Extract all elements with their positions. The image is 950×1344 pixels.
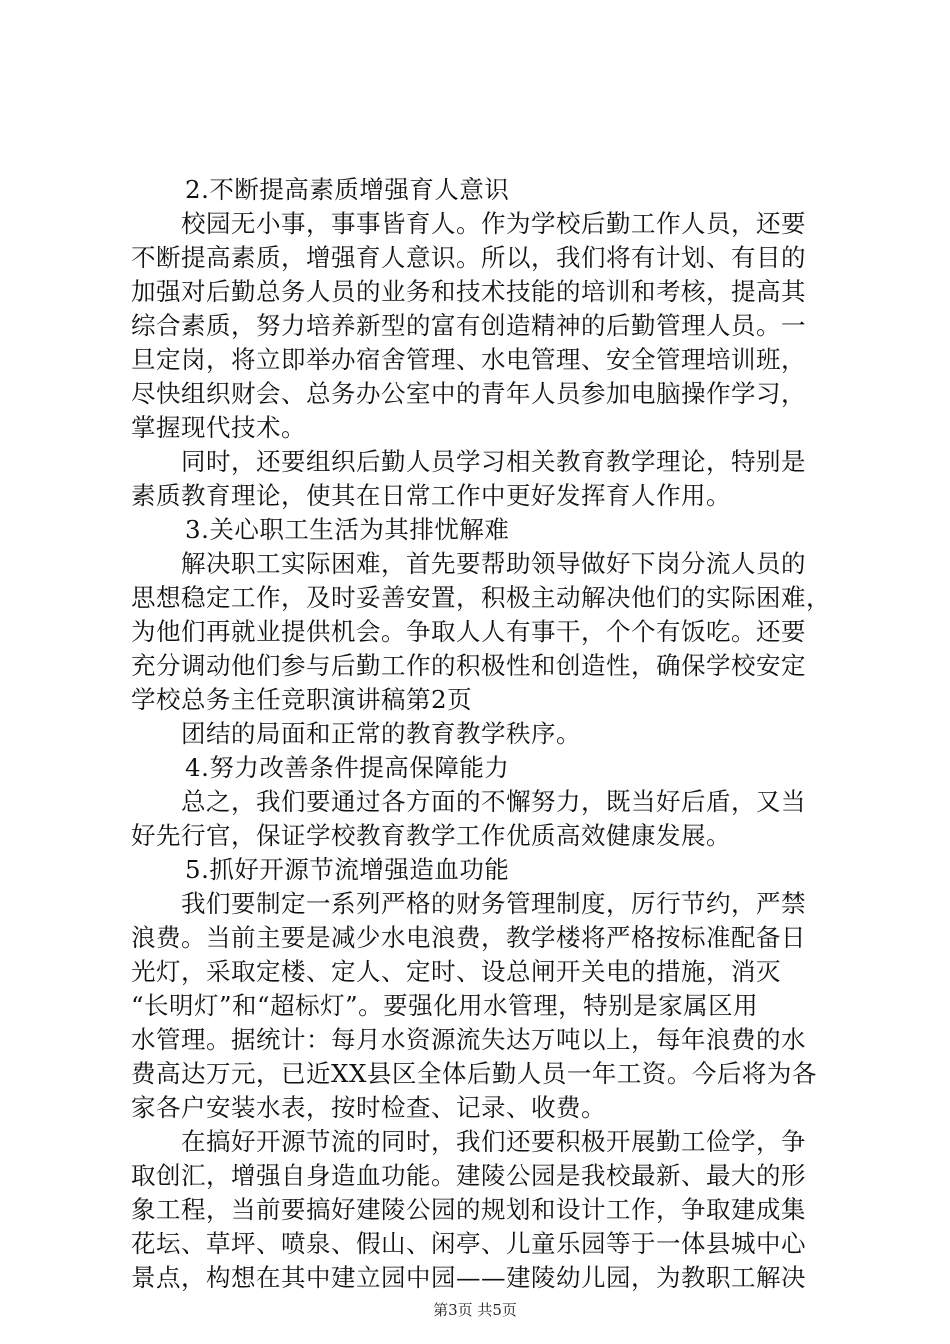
- section-heading-5: 5.抓好开源节流增强造血功能: [185, 855, 510, 884]
- paragraph-line: 为他们再就业提供机会。争取人人有事干，个个有饭吃。还要: [131, 617, 806, 646]
- paragraph-line: 景点，构想在其中建立园中园——建陵幼儿园，为教职工解决: [131, 1263, 806, 1292]
- paragraph-line: 在搞好开源节流的同时，我们还要积极开展勤工俭学，争: [181, 1127, 806, 1156]
- section-heading-3: 3.关心职工生活为其排忧解难: [185, 515, 510, 544]
- paragraph-line: 浪费。当前主要是减少水电浪费，教学楼将严格按标准配备日: [131, 923, 806, 952]
- paragraph-line: 素质教育理论，使其在日常工作中更好发挥育人作用。: [131, 481, 731, 510]
- paragraph-line: 光灯，采取定楼、定人、定时、设总闸开关电的措施，消灭: [131, 957, 781, 986]
- paragraph-line: 费高达万元，已近XX县区全体后勤人员一年工资。今后将为各: [131, 1059, 817, 1088]
- section-heading-4: 4.努力改善条件提高保障能力: [185, 753, 510, 782]
- section-heading-2: 2.不断提高素质增强育人意识: [185, 175, 510, 204]
- page-number-footer: 第3页 共5页: [433, 1301, 517, 1319]
- paragraph-line: 总之，我们要通过各方面的不懈努力，既当好后盾，又当: [181, 787, 806, 816]
- paragraph-line: 解决职工实际困难，首先要帮助领导做好下岗分流人员的: [181, 549, 806, 578]
- paragraph-line: 旦定岗，将立即举办宿舍管理、水电管理、安全管理培训班，: [131, 345, 806, 374]
- paragraph-line: “长明灯”和“超标灯”。要强化用水管理，特别是家属区用: [131, 991, 759, 1020]
- paragraph-line: 家各户安装水表，按时检查、记录、收费。: [131, 1093, 606, 1122]
- paragraph-line: 象工程，当前要搞好建陵公园的规划和设计工作，争取建成集: [131, 1195, 806, 1224]
- paragraph-line: 好先行官，保证学校教育教学工作优质高效健康发展。: [131, 821, 731, 850]
- paragraph-line: 我们要制定一系列严格的财务管理制度，厉行节约，严禁: [181, 889, 806, 918]
- paragraph-line: 加强对后勤总务人员的业务和技术技能的培训和考核，提高其: [131, 277, 806, 306]
- paragraph-line: 综合素质，努力培养新型的富有创造精神的后勤管理人员。一: [131, 311, 806, 340]
- paragraph-line: 充分调动他们参与后勤工作的积极性和创造性，确保学校安定: [131, 651, 806, 680]
- paragraph-line: 掌握现代技术。: [131, 413, 306, 442]
- paragraph-line: 同时，还要组织后勤人员学习相关教育教学理论，特别是: [181, 447, 806, 476]
- paragraph-line: 花坛、草坪、喷泉、假山、闲亭、儿童乐园等于一体县城中心: [131, 1229, 806, 1258]
- paragraph-line: 思想稳定工作，及时妥善安置，积极主动解决他们的实际困难，: [131, 583, 831, 612]
- paragraph-line: 校园无小事，事事皆育人。作为学校后勤工作人员，还要: [181, 209, 806, 238]
- paragraph-line: 取创汇，增强自身造血功能。建陵公园是我校最新、最大的形: [131, 1161, 806, 1190]
- paragraph-line: 不断提高素质，增强育人意识。所以，我们将有计划、有目的: [131, 243, 806, 272]
- running-header: 学校总务主任竞职演讲稿第2页: [131, 685, 473, 714]
- paragraph-line: 尽快组织财会、总务办公室中的青年人员参加电脑操作学习，: [131, 379, 806, 408]
- paragraph-line: 水管理。据统计：每月水资源流失达万吨以上，每年浪费的水: [131, 1025, 806, 1054]
- paragraph-line: 团结的局面和正常的教育教学秩序。: [181, 719, 581, 748]
